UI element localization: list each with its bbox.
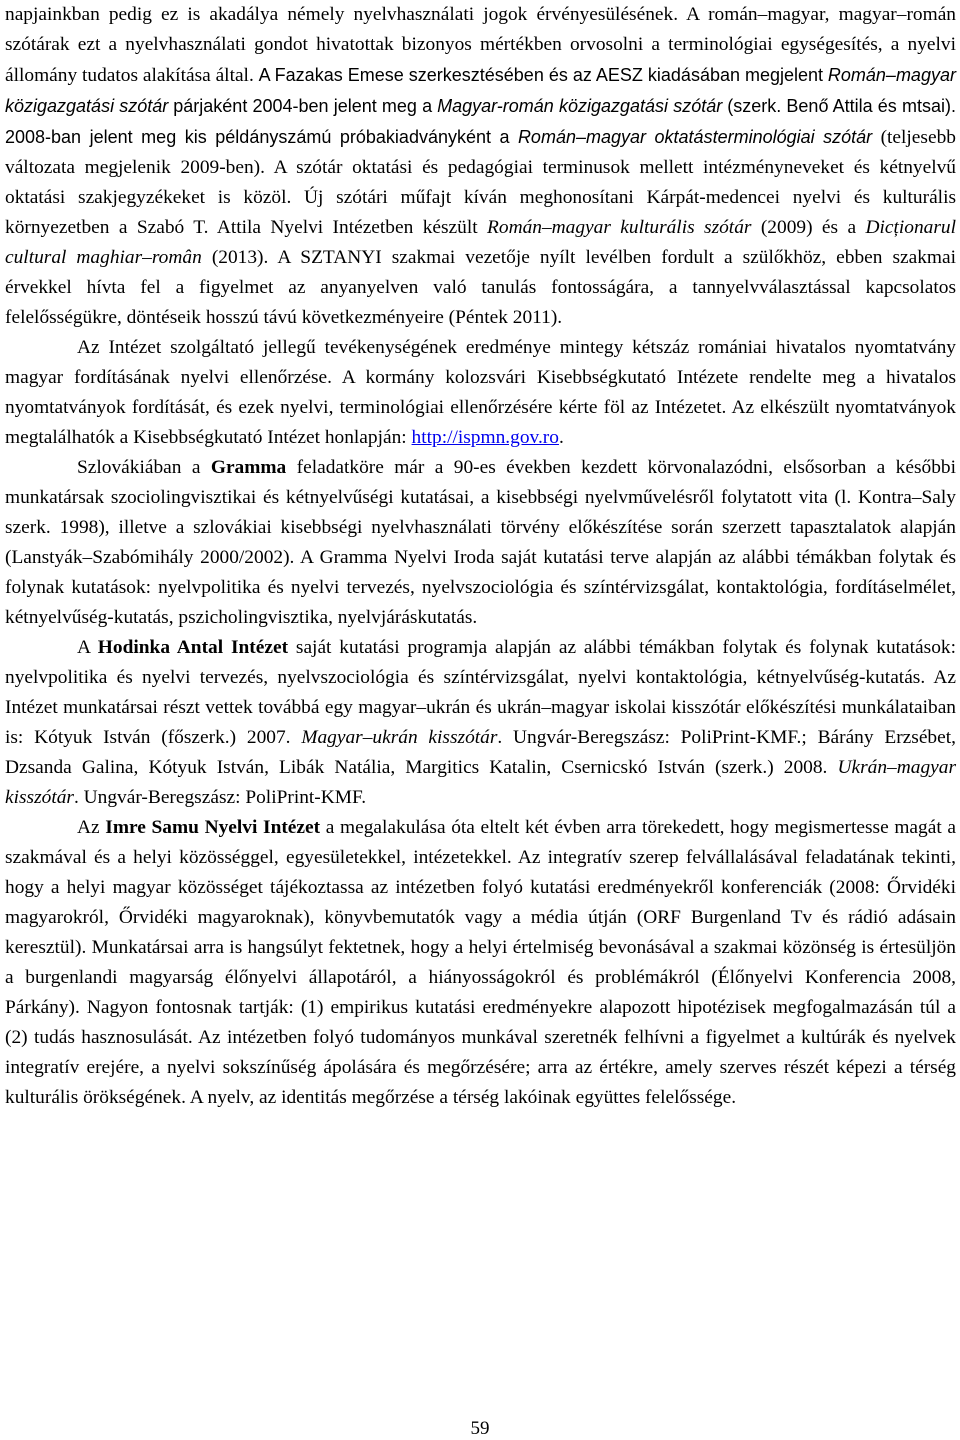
paragraph-imre-samu — [5, 813, 956, 1113]
page-number: 59 — [470, 1418, 490, 1439]
paragraph-text: saját kutatási programja alapján az alábbi témákban folytak és folynak kutatások: nyelvpolitika és nyelvi tervezés, nyelvszociológia és színtérvizsgálat, nyelvi kontaktológia, kétnyelvűség-kutatás. Az Intézet munkatársai részt vettek továbbá egy magyar–ukrán és ukrán–magyar iskolai kisszótár előkészítési munkálataiban is: Kótyuk István (főszerk.) 2007. — [5, 637, 956, 748]
paragraph-text: (2009) és a — [760, 217, 857, 238]
paragraph-text: feladatköre már a 90-es években kezdett körvonalazódni, elsősorban a későbbi munkatársak szociolingvisztikai és kétnyelvűségi kutatásai, a kisebbségi nyelvművelésről folytatott vita (l. Kontra–Saly szerk. 1998), illetve a szlovákiai kisebbségi nyelvhasználati törvény előkészítése során szerzett tapasztalatok alapján (Lanstyák–Szabómihály 2000/2002). A Gramma Nyelvi Iroda saját kutatási terve alapján az alábbi témákban folytak és folynak kutatások: nyelvpolitika és nyelvi tervezés, nyelvszociológia és színtérvizsgálat, kontaktológia, fordításelmélet, kétnyelvűség-kutatás, pszicholingvisztika, nyelvjáráskutatás. — [5, 457, 956, 628]
book-title: Román–magyar oktatásterminológiai szótár — [517, 127, 873, 147]
document-page — [5, 0, 956, 1113]
institute-name: Imre Samu Nyelvi Intézet — [105, 817, 321, 838]
paragraph-text: (2013). A SZTANYI szakmai vezetője nyílt levélben fordult a szülőkhöz, ebben szakmai érvekkel hívta fel a figyelmet az anyanyelven való tanulás fontosságára, a tannyelvválasztással kapcsolatos felelősségükre, döntéseik hosszú távú következményeire (Péntek 2011). — [5, 247, 957, 328]
paragraph-gramma — [5, 453, 956, 633]
book-title: Román–magyar közigazgatási szótár — [5, 65, 956, 116]
paragraph-text: napjainkban pedig ez is akadálya némely nyelvhasználati jogok érvényesülésének. A román–magyar, magyar–román szótárak ezt a nyelvhasználati gondot hivatottak bizonyos mértékben orvosolni a terminológiai egységesítés, a nyelvi állomány tudatos alakítása által. — [5, 4, 956, 86]
book-title: Ukrán–magyar kisszótár — [5, 757, 956, 808]
paragraph-text: párjaként 2004-ben jelent meg a — [173, 96, 433, 116]
paragraph-text: 2008-ban jelent meg kis példányszámú próbakiadványként a — [5, 127, 510, 147]
book-title: Magyar–ukrán kisszótár — [301, 727, 498, 748]
institute-name: Hodinka Antal Intézet — [97, 637, 289, 658]
paragraph-text: A Fazakas Emese szerkesztésében és az AESZ kiadásában megjelent — [258, 65, 824, 85]
paragraph-text: Az — [77, 817, 100, 838]
book-title: Román–magyar kulturális szótár — [487, 217, 752, 238]
paragraph-text: . Ungvár-Beregszász: PoliPrint-KMF. — [73, 787, 367, 808]
paragraph-romanian-dictionaries — [5, 0, 956, 333]
ispmn-website-link[interactable]: http://ispmn.gov.ro — [411, 427, 559, 448]
paragraph-text: Az Intézet szolgáltató jellegű tevékenységének eredménye mintegy kétszáz romániai hivatalos nyomtatvány magyar fordításának nyelvi ellenőrzése. A kormány kolozsvári Kisebbségkutató Intézete rendelte meg a hivatalos nyomtatványok fordítását, és ezek nyelvi, terminológiai ellenőrzésére kérte föl az Intézetet. Az elkészült nyomtatványok megtalálhatók a Kisebbségkutató Intézet honlapján: — [5, 337, 956, 448]
paragraph-institute-services — [5, 333, 956, 453]
paragraph-text: (teljesebb változata megjelenik 2009-ben). A szótár oktatási és pedagógiai terminusok mellett intézményneveket és kétnyelvű oktatási szakjegyzékeket is közöl. Új szótári műfajt kíván meghonosítani Kárpát-medencei nyelvi és kulturális környezetben a Szabó T. Attila Nyelvi Intézetben készült — [5, 127, 956, 238]
paragraph-text: . — [558, 427, 564, 448]
paragraph-text: (szerk. Benő Attila és mtsai). — [727, 96, 956, 116]
paragraph-text: Szlovákiában a — [77, 457, 201, 478]
institute-name: Gramma — [210, 457, 287, 478]
paragraph-text: A — [77, 637, 90, 658]
book-title: Dicționarul cultural maghiar–român — [5, 217, 956, 268]
paragraph-text: a megalakulása óta eltelt két évben arra törekedett, hogy megismertesse magát a szakmával és a helyi közösséggel, egyesületekkel, intézetekkel. Az integratív szerep felvállalásával feladatának tekinti, hogy a helyi magyar közösséget tájékoztassa az intézetben folyó kutatási eredményekről konferenciák (2008: Őrvidéki magyarokról, Őrvidéki magyaroknak), könyvbemutatók vagy a média útján (ORF Burgenland Tv és rádió adásain keresztül). Munkatársai arra is hangsúlyt fektetnek, hogy a helyi értelmiség bevonásával a szakmai közönség is értesüljön a burgenlandi magyarság élőnyelvi állapotáról, a hiányosságokról és problémákról (Élőnyelvi Konferencia 2008, Párkány). Nagyon fontosnak tartják: (1) empirikus kutatási eredményekre alapozott hipotézisek megfogalmazásán túl a (2) tudás hasznosulását. Az intézetben folyó tudományos munkával szeretnék felhívni a figyelmet a kultúrák és nyelvek integratív erejére, a nyelvi sokszínűség ápolására és megőrzésére; arra az értékre, amely szerves részét képezi a térség kulturális örökségének. A nyelv, az identitás megőrzése a térség lakóinak együttes felelőssége. — [5, 817, 956, 1108]
paragraph-text: . Ungvár-Beregszász: PoliPrint-KMF.; Bárány Erzsébet, Dzsanda Galina, Kótyuk István, Libák Natália, Margitics Katalin, Csernicskó István (szerk.) 2008. — [5, 727, 956, 778]
book-title: Magyar-román közigazgatási szótár — [437, 96, 723, 116]
paragraph-hodinka — [5, 633, 956, 813]
